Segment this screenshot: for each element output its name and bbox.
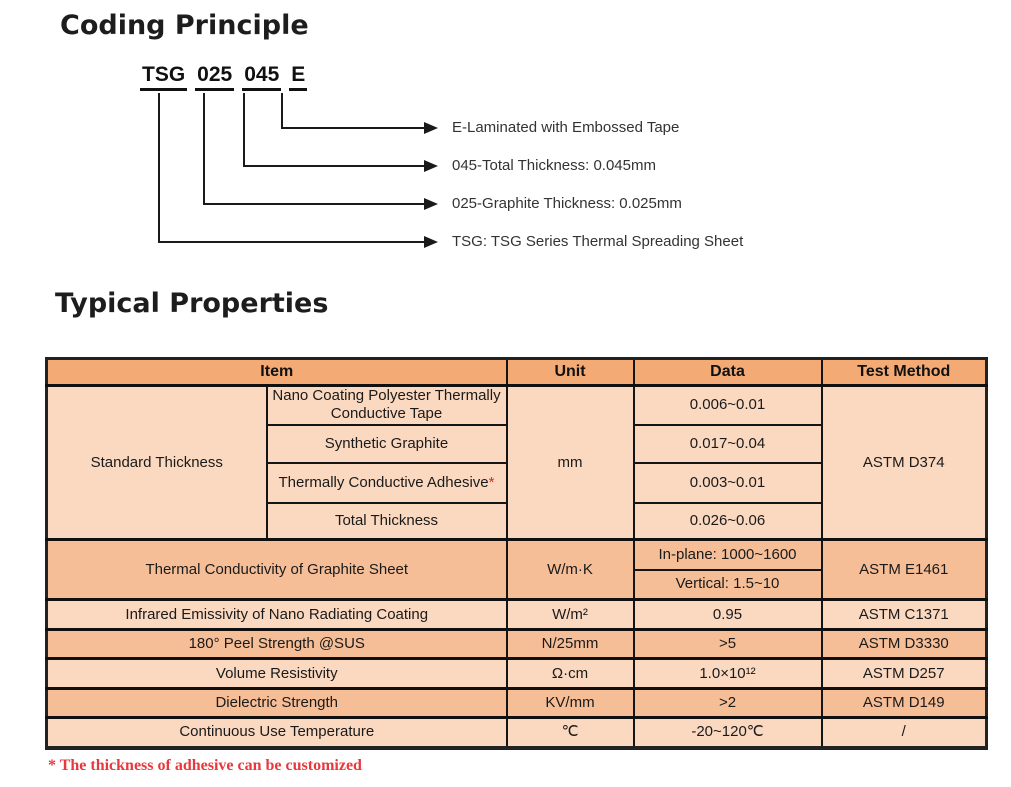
header-data: Data	[634, 359, 822, 386]
cell-unit-wm2: W/m²	[507, 600, 634, 630]
cell-test-astm-d3330: ASTM D3330	[822, 630, 987, 659]
connector-line-e	[281, 127, 424, 129]
typical-properties-table	[45, 357, 988, 750]
connector-line-tsg	[158, 241, 424, 243]
adhesive-footnote-asterisk: *	[488, 473, 495, 491]
cell-continuous-use-temperature: Continuous Use Temperature	[47, 718, 507, 748]
connector-line-045	[243, 165, 424, 167]
cell-sub-item-adhesive	[267, 463, 507, 503]
cell-sub-item-total-thickness: Total Thickness	[267, 503, 507, 540]
connector-line-025	[203, 203, 424, 205]
cell-sub-item-nano-tape: Nano Coating Polyester Thermally Conductive Tape	[267, 386, 507, 425]
cell-volume-resistivity: Volume Resistivity	[47, 659, 507, 689]
header-item: Item	[47, 359, 507, 386]
cell-data-adhesive: 0.003~0.01	[634, 463, 822, 503]
cell-test-slash: /	[822, 718, 987, 748]
cell-data-synthetic-graphite: 0.017~0.04	[634, 425, 822, 463]
cell-test-astm-c1371: ASTM C1371	[822, 600, 987, 630]
legend-tsg: TSG: TSG Series Thermal Spreading Sheet	[452, 233, 744, 250]
cell-unit-celsius: ℃	[507, 718, 634, 748]
legend-045: 045-Total Thickness: 0.045mm	[452, 157, 656, 174]
code-part-e: E	[289, 64, 307, 91]
cell-unit-ohm-cm: Ω·cm	[507, 659, 634, 689]
cell-data-dielectric: >2	[634, 689, 822, 718]
cell-thermal-conductivity: Thermal Conductivity of Graphite Sheet	[47, 540, 507, 600]
arrow-right-icon	[424, 122, 438, 134]
cell-data-emissivity: 0.95	[634, 600, 822, 630]
cell-sub-item-synthetic-graphite: Synthetic Graphite	[267, 425, 507, 463]
connector-line-tsg	[158, 93, 160, 241]
cell-unit-wmk: W/m·K	[507, 540, 634, 600]
legend-025: 025-Graphite Thickness: 0.025mm	[452, 195, 682, 212]
cell-data-peel: >5	[634, 630, 822, 659]
coding-principle-title: Coding Principle	[60, 10, 309, 41]
arrow-right-icon	[424, 160, 438, 172]
cell-data-vertical: Vertical: 1.5~10	[634, 570, 822, 600]
arrow-right-icon	[424, 198, 438, 210]
cell-dielectric-strength: Dielectric Strength	[47, 689, 507, 718]
cell-data-nano-tape: 0.006~0.01	[634, 386, 822, 425]
cell-test-astm-d374: ASTM D374	[822, 386, 987, 540]
cell-infrared-emissivity: Infrared Emissivity of Nano Radiating Coating	[47, 600, 507, 630]
code-part-tsg: TSG	[140, 64, 187, 91]
adhesive-label: Thermally Conductive Adhesive	[278, 473, 489, 491]
cell-unit-kvmm: KV/mm	[507, 689, 634, 718]
header-unit: Unit	[507, 359, 634, 386]
arrow-right-icon	[424, 236, 438, 248]
code-part-025: 025	[195, 64, 234, 91]
cell-peel-strength: 180° Peel Strength @SUS	[47, 630, 507, 659]
typical-properties-title: Typical Properties	[55, 288, 329, 319]
cell-test-astm-e1461: ASTM E1461	[822, 540, 987, 600]
cell-unit-mm: mm	[507, 386, 634, 540]
cell-standard-thickness: Standard Thickness	[47, 386, 267, 540]
cell-data-in-plane: In-plane: 1000~1600	[634, 540, 822, 570]
connector-line-e	[281, 93, 283, 127]
connector-line-025	[203, 93, 205, 203]
header-test-method: Test Method	[822, 359, 987, 386]
adhesive-footnote: * The thickness of adhesive can be customized	[48, 757, 362, 774]
product-code	[140, 64, 307, 91]
cell-test-astm-d257: ASTM D257	[822, 659, 987, 689]
cell-data-total-thickness: 0.026~0.06	[634, 503, 822, 540]
code-part-045: 045	[242, 64, 281, 91]
cell-test-astm-d149: ASTM D149	[822, 689, 987, 718]
cell-data-resistivity: 1.0×10¹²	[634, 659, 822, 689]
connector-line-045	[243, 93, 245, 165]
legend-e: E-Laminated with Embossed Tape	[452, 119, 680, 136]
cell-data-temperature: -20~120℃	[634, 718, 822, 748]
cell-unit-n25mm: N/25mm	[507, 630, 634, 659]
